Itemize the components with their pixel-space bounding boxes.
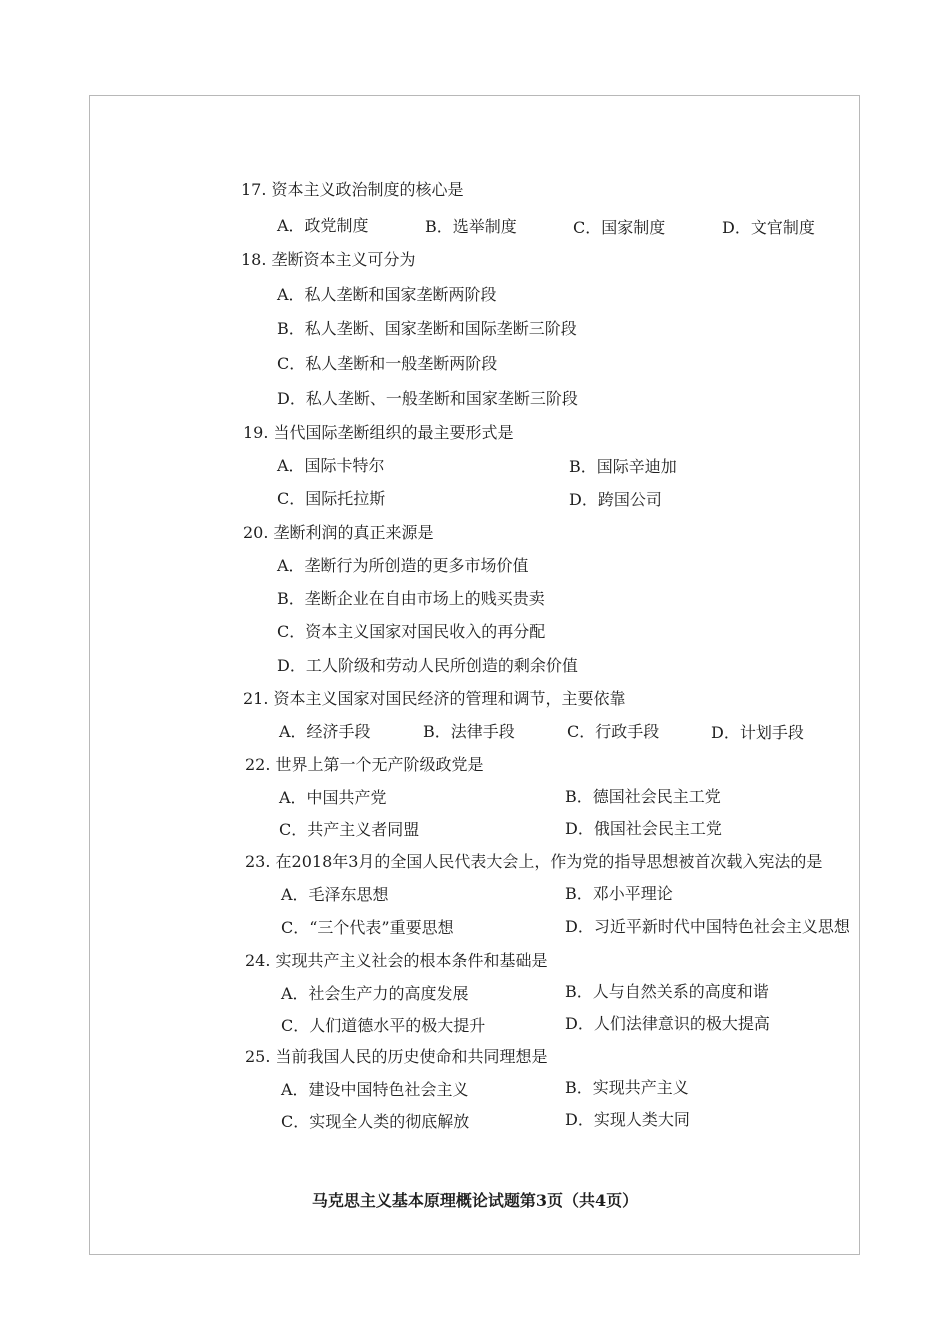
question-24-stem: 24. 实现共产主义社会的根本条件和基础是 <box>245 951 548 970</box>
question-25-option-b: B．实现共产主义 <box>565 1078 689 1097</box>
question-22-option-d: D．俄国社会民主工党 <box>565 819 722 838</box>
question-22-stem: 22. 世界上第一个无产阶级政党是 <box>245 755 484 774</box>
question-25-option-d: D．实现人类大同 <box>565 1110 690 1129</box>
question-19-option-d: D．跨国公司 <box>569 490 662 509</box>
question-20-stem: 20. 垄断利润的真正来源是 <box>243 523 434 542</box>
question-17-stem: 17. 资本主义政治制度的核心是 <box>241 180 464 199</box>
question-19-stem: 19. 当代国际垄断组织的最主要形式是 <box>243 423 514 442</box>
question-23-option-b: B．邓小平理论 <box>565 884 673 903</box>
question-25-option-a: A．建设中国特色社会主义 <box>281 1080 469 1099</box>
question-17-option-c: C．国家制度 <box>573 218 666 237</box>
question-18-option-b: B．私人垄断、国家垄断和国际垄断三阶段 <box>277 319 577 338</box>
question-21-option-c: C．行政手段 <box>567 722 660 741</box>
question-17-option-b: B．选举制度 <box>425 217 517 236</box>
question-24-option-d: D．人们法律意识的极大提高 <box>565 1014 770 1033</box>
question-25-option-c: C．实现全人类的彻底解放 <box>281 1112 470 1131</box>
question-20-option-a: A．垄断行为所创造的更多市场价值 <box>277 556 529 575</box>
question-24-option-b: B．人与自然关系的高度和谐 <box>565 982 769 1001</box>
question-20-option-b: B．垄断企业在自由市场上的贱买贵卖 <box>277 589 545 608</box>
question-17-option-d: D．文官制度 <box>722 218 815 237</box>
question-24-option-c: C．人们道德水平的极大提升 <box>281 1016 486 1035</box>
question-19-option-a: A．国际卡特尔 <box>277 456 385 475</box>
question-22-option-b: B．德国社会民主工党 <box>565 787 721 806</box>
question-18-option-c: C．私人垄断和一般垄断两阶段 <box>277 354 498 373</box>
question-20-option-d: D．工人阶级和劳动人民所创造的剩余价值 <box>277 656 578 675</box>
question-22-option-c: C．共产主义者同盟 <box>279 820 420 839</box>
question-23-option-c: C．“三个代表”重要思想 <box>281 918 454 937</box>
question-18-option-a: A．私人垄断和国家垄断两阶段 <box>277 285 497 304</box>
question-18-stem: 18. 垄断资本主义可分为 <box>241 250 416 269</box>
question-20-option-c: C．资本主义国家对国民收入的再分配 <box>277 622 546 641</box>
page-footer: 马克思主义基本原理概论试题第3页（共4页） <box>311 1191 639 1210</box>
question-24-option-a: A．社会生产力的高度发展 <box>281 984 469 1003</box>
question-21-stem: 21. 资本主义国家对国民经济的管理和调节，主要依靠 <box>243 689 626 708</box>
question-23-option-a: A．毛泽东思想 <box>281 885 389 904</box>
question-19-option-c: C．国际托拉斯 <box>277 489 386 508</box>
question-22-option-a: A．中国共产党 <box>279 788 387 807</box>
question-19-option-b: B．国际辛迪加 <box>569 457 677 476</box>
question-21-option-d: D．计划手段 <box>711 723 804 742</box>
question-23-stem: 23. 在2018年3月的全国人民代表大会上，作为党的指导思想被首次载入宪法的是 <box>245 852 823 871</box>
question-23-option-d: D．习近平新时代中国特色社会主义思想 <box>565 917 850 936</box>
question-18-option-d: D．私人垄断、一般垄断和国家垄断三阶段 <box>277 389 578 408</box>
question-25-stem: 25. 当前我国人民的历史使命和共同理想是 <box>245 1047 548 1066</box>
question-21-option-a: A．经济手段 <box>279 722 371 741</box>
question-17-option-a: A．政党制度 <box>277 216 369 235</box>
question-21-option-b: B．法律手段 <box>423 722 515 741</box>
